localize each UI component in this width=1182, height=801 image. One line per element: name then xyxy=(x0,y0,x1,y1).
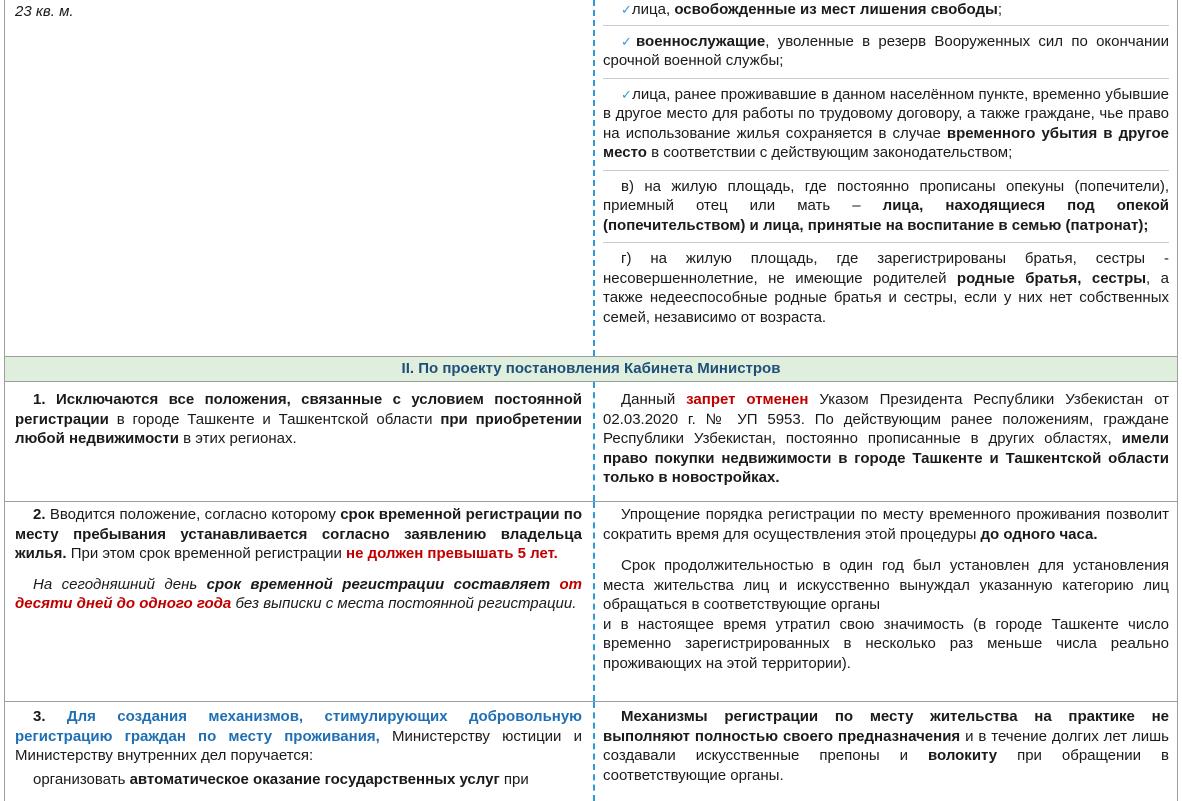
left-cell xyxy=(5,0,592,356)
item-text: организовать автоматическое оказание государственных услуг при xyxy=(33,770,529,788)
divider xyxy=(603,25,1169,26)
list-item: в) на жилую площадь, где постоянно прописаны опекуны (попечители), приемный отец или мать – лица, находящиеся под опекой (попечительством) и лица, принятые на воспитание в семью (патронат); xyxy=(603,177,1169,234)
comment-text: Упрощение порядка регистрации по месту временного проживания позволит сократить время для осуществления этой процедуры до одного часа. xyxy=(603,506,1169,543)
comparison-table xyxy=(4,0,1178,801)
divider xyxy=(603,78,1169,79)
list-item: ✓военнослужащие, уволенные в резерв Вооруженных сил по окончании срочной военной службы; xyxy=(603,32,1169,69)
list-item: ✓лица, освобожденные из мест лишения свободы; xyxy=(621,1,1002,18)
right-cell xyxy=(595,382,1177,501)
item-text: 1. Исключаются все положения, связанные с условием постоянной регистрации в городе Ташкенте и Ташкентской области при приобретении любой недвижимости в этих регионах. xyxy=(15,391,582,447)
right-cell xyxy=(595,702,1177,801)
list-item: г) на жилую площадь, где зарегистрированы братья, сестры - несовершеннолетние, не имеющие родителей родные братья, сестры, а также недееспособные родные братья и сестры, если у них нет собственных семей, независимо от возраста. xyxy=(603,250,1169,326)
check-icon: ✓ xyxy=(621,33,637,49)
check-icon: ✓ xyxy=(621,2,632,17)
table-row xyxy=(5,382,1177,502)
item-text: 2. Вводится положение, согласно которому срок временной регистрации по месту пребывания устанавливается согласно заявлению владельца жилья. При этом срок временной регистрации не должен превышать 5 лет. xyxy=(15,506,583,562)
left-text: 23 кв. м. xyxy=(15,3,74,20)
comment-text: Механизмы регистрации по месту жительства на практике не выполняют полностью своего предназначения и в течение долгих лет лишь создавали искусственные препоны и волокиту при обращении в соответствующие органы. xyxy=(603,708,1170,784)
divider xyxy=(603,242,1169,243)
comment-text: Данный запрет отменен Указом Президента Республики Узбекистан от 02.03.2020 г. № УП 5953. По действующим ранее положениям, граждане Республики Узбекистан, постоянно прописанные в других областях, имели право покупки недвижимости в городе Ташкенте и Ташкентской области только в новостройках. xyxy=(603,391,1169,486)
left-cell xyxy=(5,702,592,801)
item-note: На сегодняшний день срок временной регистрации составляет от десяти дней до одного года без выписки с места постоянной регистрации. xyxy=(15,575,582,612)
item-text: 3. Для создания механизмов, стимулирующих добровольную регистрацию граждан по месту проживания, Министерству юстиции и Министерству внутренних дел поручается: xyxy=(15,708,582,764)
table-row xyxy=(5,0,1177,356)
check-icon: ✓ xyxy=(621,86,633,102)
section-header: II. По проекту постановления Кабинета Министров xyxy=(5,356,1177,382)
table-row xyxy=(5,502,1177,702)
right-cell xyxy=(595,0,1177,356)
left-cell xyxy=(5,502,592,701)
comment-text: Срок продолжительностью в один год был установлен для установления места жительства лиц и искусственно вынуждал указанную категорию лиц обращаться в соответствующие органы xyxy=(603,557,1169,613)
right-cell xyxy=(595,502,1177,701)
comment-text: и в настоящее время утратил свою значимость (в городе Ташкенте число временно зарегистрированных в несколько раз меньше числа реально проживающих на этой территории). xyxy=(603,615,1169,672)
divider xyxy=(603,170,1169,171)
table-row xyxy=(5,702,1177,801)
list-item: ✓лица, ранее проживавшие в данном населённом пункте, временно убывшие в другое место для работы по трудовому договору, а также граждане, чье право на использование жилья сохраняется в случае временного убытия в другое место в соответствии с действующим законодательством; xyxy=(603,85,1169,161)
left-cell xyxy=(5,382,592,501)
